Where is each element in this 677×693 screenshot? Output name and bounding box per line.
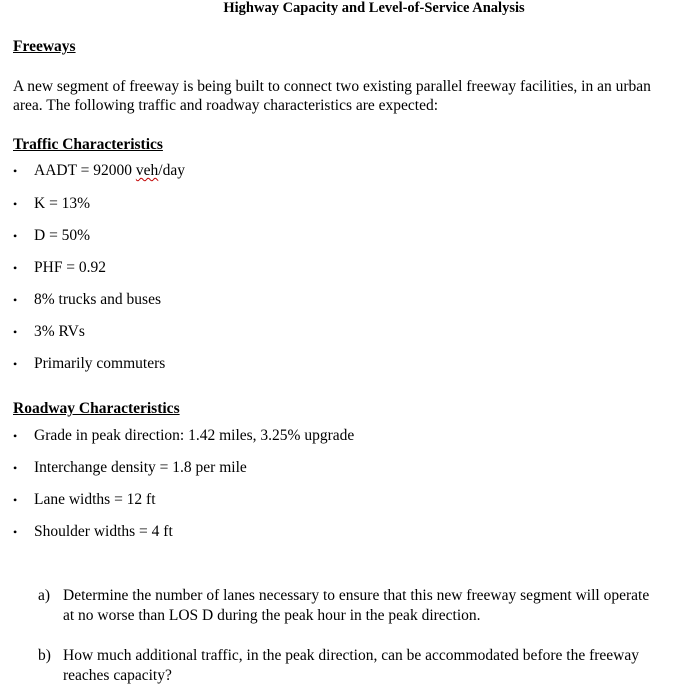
traffic-item [13,259,106,277]
question-b [38,646,658,686]
bullet-icon: • [13,325,18,339]
traffic-item-aadt [13,162,185,180]
roadway-item [13,427,354,445]
question-text: How much additional traffic, in the peak direction, can be accommodated before the freeway reaches capacity? [63,647,639,684]
aadt-text: AADT = 92000 [34,162,136,179]
roadway-item-text: Interchange density = 1.8 per mile [34,459,247,476]
traffic-item-text: D = 50% [34,227,91,244]
roadway-item-text: Shoulder widths = 4 ft [34,523,173,540]
roadway-item [13,523,173,541]
aadt-unit-suffix: /day [158,162,185,179]
traffic-item [13,323,85,341]
roadway-item [13,459,247,477]
bullet-icon: • [13,229,18,243]
traffic-item [13,227,90,245]
traffic-item [13,291,161,309]
traffic-characteristics-heading: Traffic Characteristics [13,136,163,153]
question-label: a) [38,587,51,604]
document-title: Highway Capacity and Level-of-Service Analysis [223,0,525,16]
question-text: Determine the number of lanes necessary to ensure that this new freeway segment will operate at no worse than LOS D during the peak hour in the peak direction. [63,587,650,624]
roadway-item-text: Grade in peak direction: 1.42 miles, 3.25% upgrade [34,427,355,444]
traffic-item-text: 3% RVs [34,323,85,340]
bullet-icon: • [13,261,18,275]
traffic-item-text: Primarily commuters [34,355,166,372]
question-label: b) [38,647,51,664]
bullet-icon: • [13,293,18,307]
traffic-item-text: K = 13% [34,195,91,212]
traffic-item-text: 8% trucks and buses [34,291,161,308]
intro-paragraph: A new segment of freeway is being built to connect two existing parallel freeway facilities, in an urban area. The following traffic and roadway characteristics are expected: [13,78,651,114]
traffic-item [13,355,165,373]
traffic-item-text: PHF = 0.92 [34,259,107,276]
bullet-icon: • [13,357,18,371]
roadway-item-text: Lane widths = 12 ft [34,491,156,508]
bullet-icon: • [13,429,18,443]
spellcheck-word: veh [135,162,159,179]
bullet-icon: • [13,461,18,475]
roadway-item [13,491,156,509]
bullet-icon: • [13,197,18,211]
bullet-icon: • [13,164,18,178]
question-a [38,586,658,626]
roadway-characteristics-heading: Roadway Characteristics [13,400,180,417]
traffic-item [13,195,90,213]
section-heading-freeways: Freeways [13,38,76,55]
bullet-icon: • [13,525,18,539]
bullet-icon: • [13,493,18,507]
